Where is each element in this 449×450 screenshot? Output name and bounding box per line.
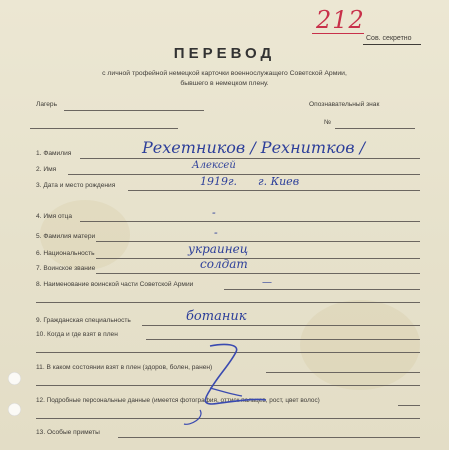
field-line: [224, 289, 420, 290]
field-label-condition: 11. В каком состоянии взят в плен (здоров, болен, ранен): [36, 364, 213, 371]
field-label-surname: 1. Фамилия: [36, 150, 72, 157]
field-label-rank: 7. Воинское звание: [36, 265, 96, 272]
field-label-unit: 8. Наименование воинской части Советской Армии: [36, 281, 194, 288]
document-subtitle: с личной трофейной немецкой карточки военнослужащего Советской Армии,: [102, 70, 347, 77]
field-value-nationality: украинец: [188, 242, 249, 256]
field-line: [128, 190, 420, 191]
field-line: [266, 372, 420, 373]
id-number-line: [335, 128, 415, 129]
field-line: [96, 273, 420, 274]
paper-stain: [300, 300, 420, 390]
field-value-mother: -: [214, 226, 218, 239]
field-line: [118, 437, 420, 438]
field-label-birth: 3. Дата и место рождения: [36, 182, 116, 189]
camp-line: [64, 110, 204, 111]
camp-label: Лагерь: [36, 101, 58, 108]
document-subtitle: бывшего в немецком плену.: [180, 80, 269, 87]
field-line: [96, 241, 420, 242]
field-label-nationality: 6. Национальность: [36, 250, 95, 257]
field-value-rank: солдат: [200, 257, 248, 271]
field-line: [96, 258, 420, 259]
field-value-birth: 1919г. г. Киев: [200, 175, 300, 188]
field-label-marks: 13. Особые приметы: [36, 429, 100, 436]
field-label-personal-data: 12. Подробные персональные данные (имеется фотография, оттиск пальцев, рост, цвет волос): [36, 397, 320, 404]
punch-hole: [8, 403, 21, 416]
field-value-profession: ботаник: [186, 309, 247, 324]
field-value-name: Алексей: [192, 160, 236, 171]
field-line: [398, 405, 420, 406]
field-line: [80, 158, 420, 159]
field-value-father: -: [212, 206, 216, 219]
secrecy-stamp: Сов. секретно: [366, 35, 412, 42]
id-label: Опознавательный знак: [309, 101, 380, 108]
field-line: [142, 325, 420, 326]
field-value-unit: —: [262, 277, 272, 288]
number-label: №: [324, 119, 332, 126]
field-label-mother: 5. Фамилия матери: [36, 233, 96, 240]
number-underline: [312, 33, 364, 34]
field-label-captured: 10. Когда и где взят в плен: [36, 331, 118, 338]
strike-mark: [170, 340, 280, 430]
punch-hole: [8, 372, 21, 385]
document-title: ПЕРЕВОД: [173, 45, 276, 62]
field-label-profession: 9. Гражданская специальность: [36, 317, 131, 324]
field-line: [80, 221, 420, 222]
field-label-name: 2. Имя: [36, 166, 57, 173]
field-line: [36, 302, 420, 303]
field-label-father: 4. Имя отца: [36, 213, 72, 220]
camp-line-2: [30, 128, 178, 129]
field-value-surname: Рехетников / Рехнитков /: [142, 138, 366, 157]
document-number: 212: [316, 6, 365, 34]
